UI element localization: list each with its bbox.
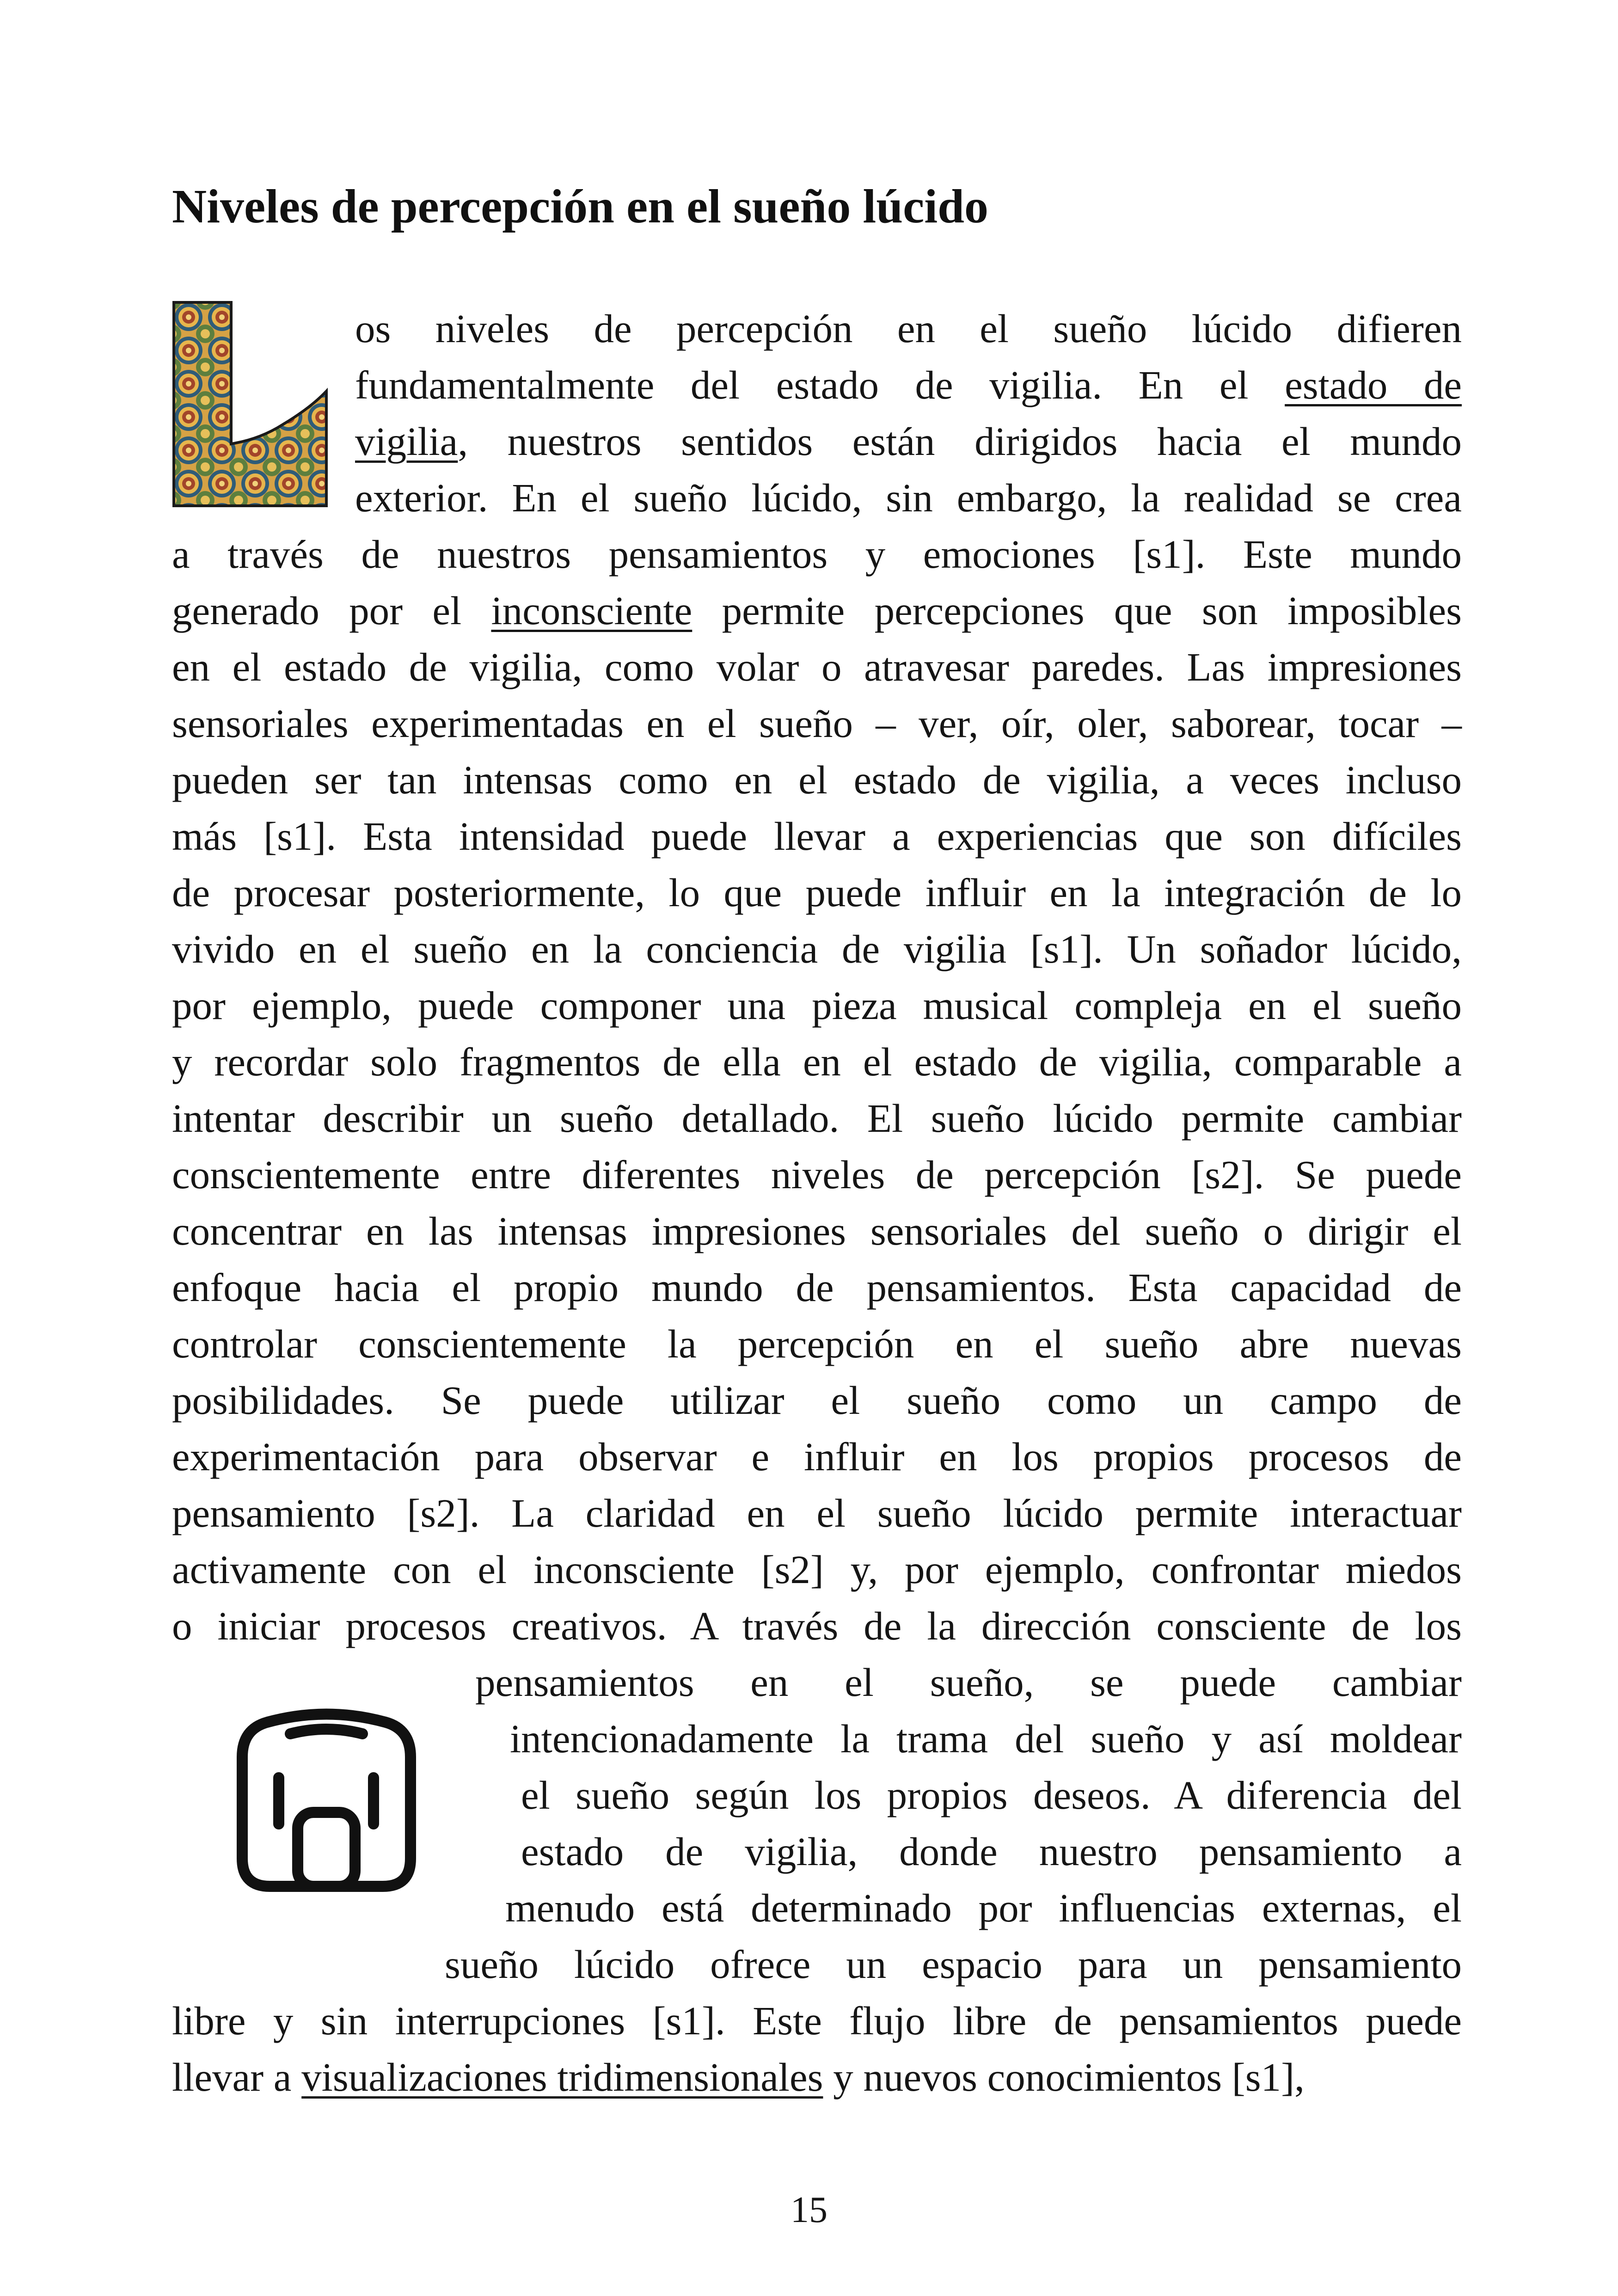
text-line: controlar conscientemente la percepción en el sueño abre nuevas xyxy=(172,1321,1462,1366)
page-number: 15 xyxy=(791,2190,827,2230)
text-line: o iniciar procesos creativos. A través de la dirección consciente de los xyxy=(172,1603,1462,1648)
text-line: intentar describir un sueño detallado. El sueño lúcido permite cambiar xyxy=(172,1096,1462,1141)
text-line: enfoque hacia el propio mundo de pensamientos. Esta capacidad de xyxy=(172,1265,1462,1310)
link-inconsciente[interactable]: inconsciente xyxy=(491,588,693,633)
text-line: por ejemplo, puede componer una pieza musical compleja en el sueño xyxy=(172,983,1462,1028)
text-line: en el estado de vigilia, como volar o atravesar paredes. Las impresiones xyxy=(172,645,1462,689)
text-line: llevar a visualizaciones tridimensionales y nuevos conocimientos [s1], xyxy=(172,2055,1305,2100)
text-line: vigilia, nuestros sentidos están dirigidos hacia el mundo xyxy=(355,419,1462,464)
text-line: sensoriales experimentadas en el sueño – ver, oír, oler, saborear, tocar – xyxy=(172,701,1462,746)
section-title: Niveles de percepción en el sueño lúcido xyxy=(172,180,989,233)
text-line: intencionadamente la trama del sueño y así moldear xyxy=(510,1716,1462,1761)
link-estado-de-vigilia-cont[interactable]: vigilia xyxy=(355,419,458,464)
text-line: exterior. En el sueño lúcido, sin embargo, la realidad se crea xyxy=(355,475,1462,520)
text-line: pueden ser tan intensas como en el estado de vigilia, a veces incluso xyxy=(172,757,1462,802)
text-line: estado de vigilia, donde nuestro pensamiento a xyxy=(521,1829,1462,1874)
text-line: pensamientos en el sueño, se puede cambiar xyxy=(475,1660,1462,1705)
text-line: menudo está determinado por influencias externas, el xyxy=(505,1885,1462,1930)
text-line: el sueño según los propios deseos. A diferencia del xyxy=(521,1773,1462,1817)
link-visualizaciones-tridimensionales[interactable]: visualizaciones tridimensionales xyxy=(301,2055,823,2100)
text-line: más [s1]. Esta intensidad puede llevar a experiencias que son difíciles xyxy=(172,814,1462,859)
text-line: fundamentalmente del estado de vigilia. En el estado de xyxy=(355,362,1462,407)
drop-cap-letter-l xyxy=(172,301,328,508)
text-line: sueño lúcido ofrece un espacio para un pensamiento xyxy=(445,1942,1462,1987)
text-line: a través de nuestros pensamientos y emociones [s1]. Este mundo xyxy=(172,532,1462,577)
text-line: conscientemente entre diferentes niveles de percepción [s2]. Se puede xyxy=(172,1152,1462,1197)
text-line: de procesar posteriormente, lo que puede influir en la integración de lo xyxy=(172,870,1462,915)
link-estado-de-vigilia[interactable]: estado de xyxy=(1285,362,1462,407)
text-line: y recordar solo fragmentos de ella en el estado de vigilia, comparable a xyxy=(172,1039,1462,1084)
text-line: libre y sin interrupciones [s1]. Este flujo libre de pensamientos puede xyxy=(172,1998,1462,2043)
text-line: posibilidades. Se puede utilizar el sueño como un campo de xyxy=(172,1378,1462,1423)
text-line: os niveles de percepción en el sueño lúcido difieren xyxy=(355,306,1462,351)
text-line: pensamiento [s2]. La claridad en el sueño lúcido permite interactuar xyxy=(172,1491,1462,1535)
text-line: activamente con el inconsciente [s2] y, por ejemplo, confrontar miedos xyxy=(172,1547,1462,1592)
text-line: concentrar en las intensas impresiones sensoriales del sueño o dirigir el xyxy=(172,1209,1462,1253)
backpack-icon xyxy=(235,1701,418,1905)
text-line: generado por el inconsciente permite percepciones que son imposibles xyxy=(172,588,1462,633)
text-line: vivido en el sueño en la conciencia de vigilia [s1]. Un soñador lúcido, xyxy=(172,927,1462,971)
text-line: experimentación para observar e influir en los propios procesos de xyxy=(172,1434,1462,1479)
